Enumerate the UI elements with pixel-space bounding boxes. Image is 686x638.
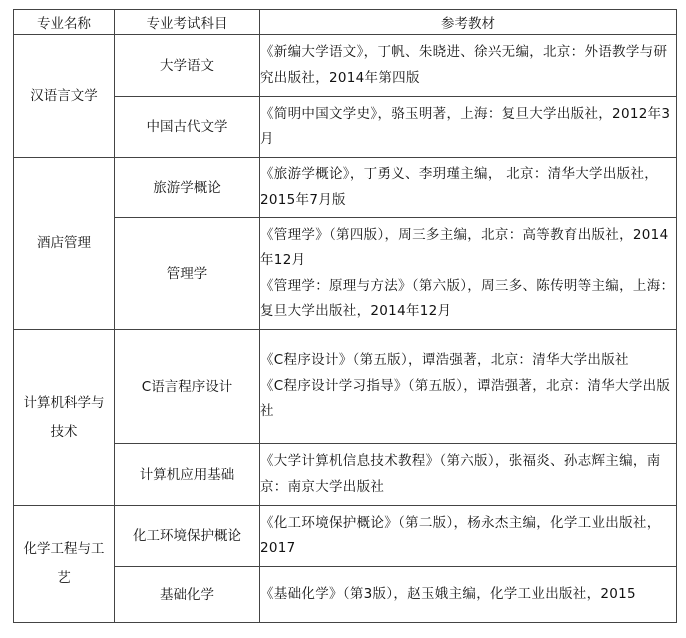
subject-name: 中国古代文学 [146, 119, 228, 135]
table-header-row [14, 10, 677, 35]
reference-cell [260, 506, 677, 567]
reference-cell [260, 330, 677, 444]
reference-text: 《管理学》（第四版），周三多主编，北京：高等教育出版社，2014年12月 [260, 226, 669, 268]
reference-text: 《简明中国文学史》，骆玉明著，上海：复旦大学出版社，2012年3月 [260, 105, 671, 147]
syllabus-table-wrapper [13, 9, 677, 623]
reference-cell [260, 158, 677, 218]
subject-cell [115, 158, 260, 218]
major-cell [14, 330, 115, 506]
reference-text: 《新编大学语文》，丁帆、朱晓进、徐兴无编，北京：外语教学与研究出版社，2014年第四版 [260, 44, 668, 86]
subject-cell [115, 506, 260, 567]
reference-text: 《基础化学》（第3版），赵玉娥主编，化学工业出版社，2015 [260, 585, 636, 602]
subject-cell [115, 218, 260, 330]
subject-name: 旅游学概论 [153, 179, 221, 196]
header-reference: 参考教材 [260, 10, 677, 35]
subject-cell [115, 567, 260, 623]
syllabus-table [13, 9, 677, 623]
reference-cell [260, 444, 677, 506]
table-row [14, 35, 677, 97]
subject-name: 基础化学 [160, 586, 214, 603]
table-row [14, 158, 677, 218]
header-major: 专业名称 [14, 10, 115, 35]
subject-name: 计算机应用基础 [139, 466, 235, 483]
reference-cell [260, 567, 677, 623]
header-subject: 专业考试科目 [115, 10, 260, 35]
major-name: 汉语言文学 [30, 87, 98, 104]
reference-cell [260, 218, 677, 330]
major-cell [14, 158, 115, 330]
reference-text: 《旅游学概论》，丁勇义、李玥瑾主编， 北京：清华大学出版社，2015年7月版 [260, 166, 659, 208]
major-name: 化学工程与工艺 [23, 541, 105, 586]
major-name: 计算机科学与技术 [23, 394, 105, 440]
reference-cell [260, 35, 677, 97]
major-name: 酒店管理 [37, 235, 91, 251]
subject-name: 化工环境保护概论 [133, 528, 241, 544]
reference-cell [260, 97, 677, 158]
subject-cell [115, 97, 260, 158]
subject-name: C语言程序设计 [141, 378, 233, 395]
reference-text: 《C程序设计学习指导》（第五版），谭浩强著，北京：清华大学出版社 [260, 377, 671, 420]
reference-text: 《管理学：原理与方法》（第六版），周三多、陈传明等主编，上海：复旦大学出版社，2014年12月 [260, 277, 675, 319]
subject-cell [115, 35, 260, 97]
subject-name: 管理学 [166, 265, 208, 282]
subject-cell [115, 330, 260, 444]
reference-text: 《化工环境保护概论》（第二版），杨永杰主编，化学工业出版社，2017 [260, 514, 661, 556]
subject-cell [115, 444, 260, 506]
subject-name: 大学语文 [160, 57, 214, 74]
reference-text: 《C程序设计》（第五版），谭浩强著，北京：清华大学出版社 [260, 352, 629, 369]
major-cell [14, 506, 115, 623]
table-row [14, 330, 677, 444]
table-row [14, 506, 677, 567]
reference-text: 《大学计算机信息技术教程》（第六版），张福炎、孙志辉主编，南京：南京大学出版社 [260, 453, 661, 495]
major-cell [14, 35, 115, 158]
